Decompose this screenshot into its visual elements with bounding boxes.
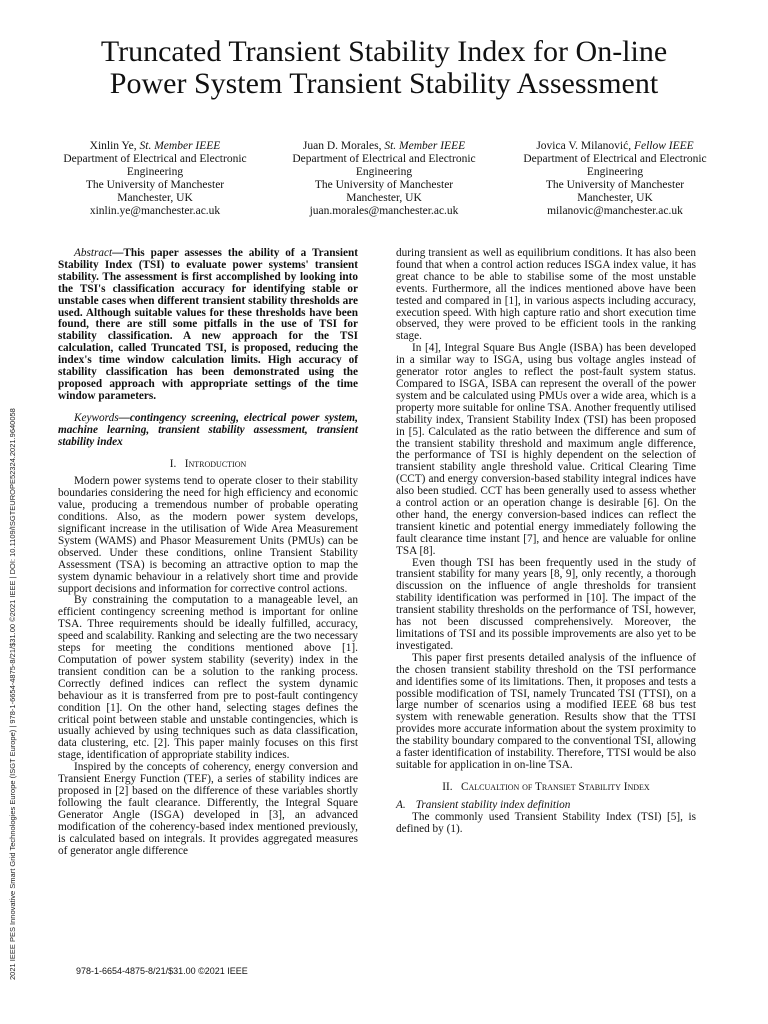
- abstract-lead: Abstract: [74, 247, 113, 259]
- section-heading-introduction: [58, 459, 358, 471]
- author-city: Manchester, UK: [117, 192, 193, 204]
- author-dept: Department of Electrical and Electronic: [292, 153, 476, 165]
- author-email[interactable]: milanovic@manchester.ac.uk: [547, 205, 683, 217]
- section-title: Introduction: [184, 457, 247, 470]
- author-email[interactable]: juan.morales@manchester.ac.uk: [309, 205, 459, 217]
- author-univ: The University of Manchester: [314, 179, 454, 191]
- title-line-1: Truncated Transient Stability Index for On-line: [100, 35, 668, 68]
- keywords-text: —contingency screening, electrical power system, machine learning, transient stability assessment, transient stability index: [58, 411, 358, 448]
- author-univ: The University of Manchester: [85, 179, 225, 191]
- author-role: St. Member IEEE: [139, 140, 221, 152]
- paragraph: Modern power systems tend to operate closer to their stability boundaries considering the need for high efficiency and economic value, producing a tremendous number of probable operating conditions. Also, as the modern power system develops, significant increase in the utilisation of Wide Area Measurement System (WAMS) and Phasor Measurement Units (PMUs) can be observed. Under these conditions, online Transient Stability Assessment (TSA) is becoming an attractive option to map the system dynamic behaviour in a relatively short time and provide support decisions and information for corrective control actions.: [58, 475, 358, 595]
- author-name: Juan D. Morales,: [302, 140, 385, 152]
- author-univ: The University of Manchester: [545, 179, 685, 191]
- paragraph: In [4], Integral Square Bus Angle (ISBA) has been developed in a similar way to ISGA, using bus voltage angles instead of generator rotor angles to reflect the post-fault system status. Compared to ISGA, ISBA can represent the overall of the power system and be calculated using PMUs over a wide area, which is a property more suitable for online TSA. Another frequently utilised stability index, Transient Stability Index (TSI) has been proposed in [5]. Calculated as the ratio between the difference and sum of the transient stability threshold and maximum angle difference, the performance of TSI is highly dependent on the selection of transient stability angle threshold value. Critical Clearing Time (CCT) and energy conversion-based stability integral indices have also been studied. CCT has been generally used to assess whether a control action or an operation change is desirable [6]. On the other hand, the energy conversion-based indices can reflect the transient kinetic and potential energy immediately following the fault clearance time instant [7], and hence are valuable for online TSA [8].: [396, 342, 696, 557]
- side-doi-strip: 2021 IEEE PES Innovative Smart Grid Technologies Europe (ISGT Europe) | 978-1-6654-4875-8/21/$31.00 ©2021 IEEE | DOI: 10.1109/ISGTEUROPE52324.2021.9640058: [8, 408, 17, 980]
- author-city: Manchester, UK: [346, 192, 422, 204]
- abstract-text: —This paper assesses the ability of a Transient Stability Index (TSI) to evaluate power systems' transient stability. The assessment is first accomplished by looking into the TSI's classification accuracy for identifying stable or unstable cases when different transient stability thresholds are used. Although suitable values for these thresholds have been found, there are still some pitfalls in the use of TSI for stability classification. A new approach for the TSI calculation, called Truncated TSI, is proposed, reducing the index's time window calculation limits. High accuracy of stability classification has been demonstrated using the proposed approach with appropriate settings of the time window parameters.: [58, 247, 358, 402]
- subsection-title: Transient stability index definition: [415, 798, 571, 811]
- author-3: [490, 140, 740, 218]
- author-block: [30, 140, 738, 220]
- section-number: I.: [169, 457, 177, 470]
- footer-copyright: 978-1-6654-4875-8/21/$31.00 ©2021 IEEE: [76, 966, 248, 976]
- author-role: Fellow IEEE: [633, 140, 694, 152]
- author-dept-2: Engineering: [355, 166, 413, 178]
- paragraph: during transient as well as equilibrium conditions. It has also been found that when a control action reduces ISGA index value, it has great chance to be able to stabilise some of the most unstable events. Furthermore, all the indices mentioned above have been tested and compared in [1], in various aspects including accuracy, execution speed. With high capture ratio and short execution time observed, they were proved to be efficient tools in the ranking stage.: [396, 247, 696, 343]
- paragraph: The commonly used Transient Stability Index (TSI) [5], is defined by (1).: [396, 810, 696, 835]
- author-dept-2: Engineering: [586, 166, 644, 178]
- keywords: [58, 413, 358, 449]
- author-role: St. Member IEEE: [384, 140, 466, 152]
- section-heading-calculation: [396, 782, 696, 794]
- author-city: Manchester, UK: [577, 192, 653, 204]
- author-dept: Department of Electrical and Electronic: [523, 153, 707, 165]
- abstract: [58, 248, 358, 403]
- author-email[interactable]: xinlin.ye@manchester.ac.uk: [89, 205, 221, 217]
- author-name: Xinlin Ye,: [89, 140, 140, 152]
- author-dept-2: Engineering: [126, 166, 184, 178]
- author-2: [259, 140, 509, 218]
- right-column: [396, 248, 696, 836]
- paragraph: This paper first presents detailed analysis of the influence of the chosen transient stability threshold on the TSI performance and identifies some of its limitations. Then, it proposes and tests a possible modification of TSI, namely Truncated TSI (TTSI), on a large number of scenarios using a modified IEEE 68 bus test system with renewable generation. Results show that the TTSI provides more accurate information about the system proximity to the stability boundary compared to the conventional TSI, allowing a faster identification of instability. Therefore, TTSI would be also suitable for application in on-line TSA.: [396, 651, 696, 771]
- left-column: [58, 248, 358, 857]
- paragraph: Even though TSI has been frequently used in the study of transient stability for many years [8, 9], only recently, a thorough discussion on the influence of angle thresholds for transient stability identification was performed in [10]. The impact of the transient stability thresholds on the performance of TSI, however, has not been discussed comprehensively. Moreover, the limitations of TSI and its possible improvements are also yet to be investigated.: [396, 556, 696, 652]
- author-1: [30, 140, 280, 218]
- paragraph: By constraining the computation to a manageable level, an efficient contingency screening method is important for online TSA. Three requirements should be ideally fulfilled, accuracy, speed and scalability. Ranking and selecting are the two necessary steps for meeting the conditions mentioned above [1]. Computation of power system stability (severity) index in the transient condition can be a solution to the ranking process. Correctly defined indices can reflect the system dynamic behaviour as it is transferred from pre to post-fault contingency condition [1]. On the other hand, selecting stages defines the critical point between stable and unstable contingencies, which is usually achieved by using techniques such as data classification, data clustering, etc. [2]. This paper mainly focuses on this first stage, identification of appropriate stability indices.: [58, 594, 358, 762]
- paper-title: [40, 36, 728, 100]
- subsection-number: A.: [396, 798, 406, 811]
- subsection-heading: [396, 800, 696, 812]
- section-title: Calcualtion of Transiet Stability Index: [461, 780, 650, 793]
- paragraph: Inspired by the concepts of coherency, energy conversion and Transient Energy Function (TEF), a series of stability indices are proposed in [2] based on the difference of these variables shortly following the fault clearance. Differently, the Integral Square Generator Angle (ISGA) developed in [3], an advanced modification of the coherency-based index mentioned previously, is calculated based on integrals. It provides aggregated measures of generator angle difference: [58, 761, 358, 857]
- keywords-lead: Keywords: [74, 411, 119, 424]
- author-name: Jovica V. Milanović,: [536, 140, 634, 152]
- author-dept: Department of Electrical and Electronic: [63, 153, 247, 165]
- section-number: II.: [442, 780, 453, 793]
- title-line-2: Power System Transient Stability Assessment: [109, 67, 659, 100]
